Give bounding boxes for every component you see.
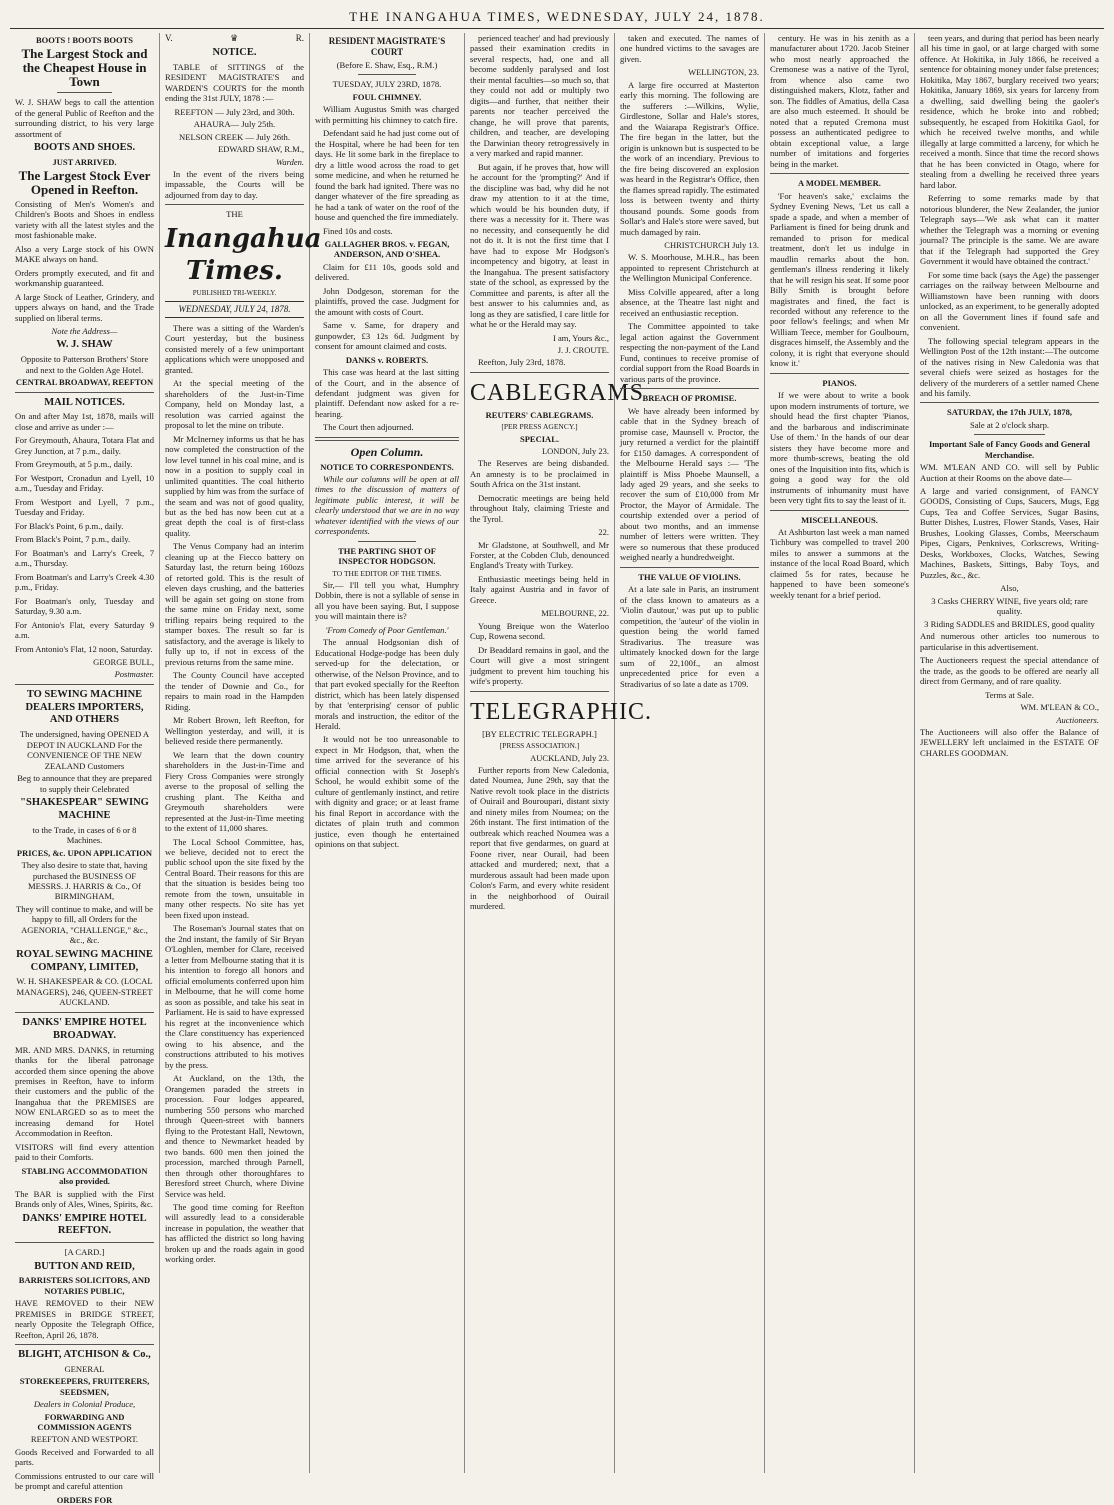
special-label: SPECIAL. (520, 433, 559, 444)
telegraphic-heading: TELEGRAPHIC. (470, 698, 652, 725)
riding-saddles: 3 Riding SADDLES and BRIDLES, good quality (924, 618, 1095, 629)
mail-row: For Black's Point, 6 p.m., daily. (15, 520, 124, 531)
crown-icon: ♛ (230, 33, 239, 43)
news-paragraph: Mr Gladstone, at Southwell, and Mr Forster, at the Cobden Club, denounced England's Treaty with Turkey. (470, 539, 609, 571)
button-reid-title: BUTTON AND REID, (34, 1260, 135, 1272)
nameplate-the: THE (226, 209, 243, 220)
orders-text: Orders promptly executed, and fit and workmanship guaranteed. (15, 267, 154, 289)
dealers-text: Dealers in Colonial Produce, (33, 1399, 136, 1410)
court-paragraph: John Dodgeson, storeman for the plaintiffs, proved the case. Judgment for the amount with costs of Court. (315, 285, 459, 317)
boots-kicker: BOOTS ! BOOTS BOOTS (35, 35, 134, 45)
auction-time: Sale at 2 o'clock sharp. (969, 419, 1050, 430)
article-paragraph: At a late sale in Paris, an instrument of the class known to amateurs as a 'Violin d'autour,' was put up to public competition, the 'auteur' of the violin in question being the world famed Stradivarius. The treasure was ultimately knocked down for the large sum of 22,100f., an almost unprecedented price for even a Stradivarius of so late a date as 1709. (620, 584, 759, 689)
editorial-paragraph: Mr Robert Brown, left Reefton, for Wellington yesterday, and will, it is believed reside there permanently. (165, 715, 304, 747)
sitting-row: REEFTON — July 23rd, and 30th. (174, 106, 295, 117)
divider (15, 392, 154, 393)
miscellaneous-heading: MISCELLANEOUS. (801, 514, 878, 525)
rivers-text: In the event of the rivers being impassable, the Courts will be adjourned from day to day. (165, 168, 304, 200)
column-5 (615, 33, 765, 1473)
news-paragraph: taken and executed. The names of one hundred victims to the savages are given. (620, 33, 759, 64)
dateline-auckland: AUCKLAND, July 23. (530, 752, 609, 763)
divider (770, 510, 909, 511)
divider (15, 1242, 154, 1243)
danks-ad (15, 1017, 154, 1238)
sewing-ad (15, 689, 154, 1008)
editorial-paragraph: We learn that the down country shareholders in the Just-in-Time and Fiery Cross Companies were strongly averse to the proposal of selling the crushing plant. The Keitha and Greymouth shareholders were represented at the Just-in-Time meeting to the extent of 11,000 shares. (165, 749, 304, 834)
divider (15, 684, 154, 685)
press-agency: [PER PRESS AGENCY.] (501, 422, 578, 432)
forwarding-title: FORWARDING AND COMMISSION AGENTS (37, 1411, 132, 1432)
divider (620, 567, 759, 568)
divider (358, 541, 416, 542)
places-text: REEFTON AND WESTPORT. (30, 1434, 139, 1445)
general-label: GENERAL (64, 1363, 105, 1374)
mail-row: For Antonio's Flat, every Saturday 9 a.m. (15, 619, 154, 641)
auction-goods: A large and varied consignment, of FANCY GOODS, Consisting of Cups, Saucers, Mugs, Egg Cups, Tea and Coffee Services, Sugar Basins, Butter Dishes, Lustres, Flower Stands, Vases, Hair Brushes, Looking Glasses, Combs, Meerschaum Pipes, Cigars, Penknives, Corkscrews, Writing-Desks, Workboxes, Clocks, Watches, Sewing Machines, Baskets, Sittings, Baby Toys, and Puzzles, &c., &c. (920, 486, 1099, 580)
column-2 (160, 33, 322, 1473)
court-paragraph: Same v. Same, for drapery and gunpowder, £3 12s 6d. Judgment by consent for amount claimed and costs. (315, 320, 459, 352)
dateline-melbourne: MELBOURNE, 22. (541, 608, 609, 619)
postmaster-title: Postmaster. (114, 669, 154, 680)
divider (770, 173, 909, 174)
note-address: Note the Address— (51, 325, 118, 336)
article-paragraph: At Ashburton last week a man named Tichbury was compelled to travel 200 miles to answer a summons at the instance of the local Road Board, which claimed 5s for rates, because he happened to have been someone's weekly tenant for a brief period. (770, 526, 909, 600)
mail-row: From Black's Point, 7 p.m., daily. (15, 534, 131, 545)
postmaster-name: GEORGE BULL, (93, 657, 154, 668)
arrived-label: JUST ARRIVED. (52, 157, 117, 168)
commissions-text: Commissions entrusted to our care will be prompt and careful attention (15, 1470, 154, 1492)
page-masthead: THE INANGAHUA TIMES, WEDNESDAY, JULY 24, 1878. (10, 6, 1104, 29)
consisting-text: Consisting of Men's Women's and Children's Boots and Shoes in endless variety with all the latest styles and the most fashionable make. (15, 198, 154, 241)
newspaper-nameplate: Inangahua Times. (165, 223, 322, 286)
editorial-paragraph: The Venus Company had an interim cleaning up at the Fiecco battery on Saturday last, the return being 160ozs of retorted gold. This is the result of eleven days crushing, and the batteries will be again set going on stone from the same mine on Friday next, some trifling repairs being required to the stamper boxes. The result so far is satisfactory, and the average is likely to fully up to, if not in excess of the previous returns from the same mine. (165, 541, 304, 667)
boots-body: W. J. SHAW begs to call the attention of the general Public of Reefton and the surrounding district, to his very large assortment of (15, 97, 154, 139)
mail-row: For Greymouth, Ahaura, Totara Flat and Grey Junction, at 7 p.m., daily. (15, 435, 154, 456)
article-paragraph: We have already been informed by cable that in the Sydney breach of promise case, Maunsell v. Proctor, the jury returned a verdict for the plaintiff for £150 damages. A correspondent of the Melbourne Herald says :— 'The plaintiff is Miss Phoebe Maunsell, a lady aged 29 years, and she seeks to recover the sum of £10,000 from Mr Proctor, the Mayor of Armidale. The courtship extended over a period of about two months, and an immense number of letters were written. They were so numerous that these produced weighed nearly a hundredweight. (620, 405, 759, 563)
sewing-heading: TO SEWING MACHINE DEALERS IMPORTERS, AND OTHERS (25, 688, 144, 726)
orders-for-label: ORDERS FOR (56, 1494, 113, 1505)
letter-title: THE PARTING SHOT OF INSPECTOR HODGSON. (338, 545, 436, 567)
storekeepers-title: STOREKEEPERS, FRUITERERS, SEEDSMEN, (19, 1376, 150, 1397)
vr-royal-cipher (165, 33, 304, 44)
court-paragraph: The Court then adjourned. (323, 422, 414, 433)
auctioneers-note: The Auctioneers request the special attendance of the trade, as the goods to be offered are nearly all direct from Germany, and of rare quality. (920, 655, 1099, 687)
violins-heading: THE VALUE OF VIOLINS. (638, 571, 741, 582)
pianos-heading: PIANOS. (822, 377, 857, 388)
stock-text: A large Stock of Leather, Grindery, and uppers always on hand, and the Trade supplied on liberal terms. (15, 291, 154, 323)
court-paragraph: Claim for £11 10s, goods sold and delivered. (315, 261, 459, 283)
column-4 (465, 33, 652, 1473)
terms-label: Terms at Sale. (985, 689, 1034, 700)
issue-dateline: WEDNESDAY, JULY 24, 1878. (165, 301, 304, 318)
also-text: Also a very Large stock of his OWN MAKE always on hand. (15, 243, 154, 265)
news-paragraph: Young Breique won the Waterloo Cup, Rowena second. (470, 620, 609, 642)
divider (165, 204, 304, 205)
sitting-row: NELSON CREEK — July 26th. (178, 131, 290, 142)
article-paragraph: Referring to some remarks made by that notorious blunderer, the New Zealander, the junior Telegraph says—'We ask what can it matter whether the Telegraph was a morning or evening journal? The principle is the same. We are aware that if the Telegraph had supported the Grey Government it would have obtained the contract.' (920, 193, 1099, 267)
shaw-signature: EDWARD SHAW, R.M., (218, 144, 304, 155)
court-paragraph: William Augustus Smith was charged with permitting his chimney to catch fire. (315, 104, 459, 125)
shaw-name: W. J. SHAW (56, 339, 113, 351)
royal-sewing-title: ROYAL SEWING MACHINE COMPANY, LIMITED, (16, 948, 153, 973)
mail-row: On and after May 1st, 1878, mails will close and arrive as under :— (15, 411, 154, 432)
column-3 (310, 33, 465, 1473)
dateline-christchurch: CHRISTCHURCH July 13. (664, 240, 759, 251)
court-heading: RESIDENT MAGISTRATE'S COURT (328, 36, 446, 57)
blight-ad (15, 1349, 154, 1505)
jewellery-text: The Auctioneers will also offer the Balance of JEWELLERY left unclaimed in the ESTATE OF CHARLES GOODMAN. (920, 726, 1099, 758)
editorial-paragraph: The Roseman's Journal states that on the 2nd instant, the family of Sir Bryan O'Loghlen, member for Clare, received a letter from Melbourne stating that it is his intention to forego all honors and official emoluments conferred upon him in Melbourne, that he will come home as soon as possible, and take his seat in Parliament. He is said to have expressed his regret at the inconvenience which the Clare constituency has experienced owing to his absence, and the constructions attributed to his motives by the press. (165, 923, 304, 1070)
letter-paragraph: The annual Hodgsonian dish of Educational Hodge-podge has been duly served-up for the delectation, or otherwise, of the Nelson Province, and to that part evoked specially for the Reefton district, which has been lately dispensed by that 'enterprising' censor of public morals and instruction, the editor of the Herald. (315, 637, 459, 731)
news-paragraph: Miss Colville appeared, after a long absence, at the Theatre last night and received an enthusiastic reception. (620, 286, 759, 318)
cablegrams-heading: CABLEGRAMS (470, 379, 645, 406)
editorial-paragraph: Mr McInerney informs us that he has now completed the construction of the low level tunnel in his coal mine, and is now in a position to supply coal in unlimited quantities. The coal hitherto supplied by him was from the surface of the seam and was not of good quality, but as the bed has now been cut at a great depth the coal is of first-class quality. (165, 433, 304, 538)
sewing-body-4: They also desire to state that, having purchased the BUSINESS OF MESSRS. J. HARRIS & Co., Of BIRMINGHAM, (21, 860, 148, 902)
danks-body: MR. AND MRS. DANKS, in returning thanks for the liberal patronage accorded them since opening the above premises in Reefton, have to inform their customers and the public of the Inangahua that the PREMISES are NOW ENLARGED so as to meet the increasing demand for Hotel Accommodation in Reefton. (15, 1044, 154, 1139)
divider (770, 373, 909, 374)
letter-paragraph: It would not be too unreasonable to expect in Mr Hodgson, that, when the time arrived for the severance of his official connection with St Joseph's School, he would exhibit some of the culture of gentlemanly instinct, and retire with dignity and grace; or at least frame his final Report in accordance with the dictates of plain truth and common justice, even though he entertained opinions on that subject. (315, 734, 459, 850)
article-paragraph: teen years, and during that period has been nearly all his time in gaol, or at large charged with some offence. At Hokitika, in July 1866, he received a sentence for obtaining money under false pretences; Hokitika, May 1867, burglary received two years; Hokitika, January 1869, six years for larceny from a dwelling, said dwelling being the gaoler's residence, which he broke into and robbed; subsequently, he escaped from Hokitika Gaol, for which he received twelve months, and while illegally at large committed a larceny, for which he received a month. Since that time the record shows that he has been convicted in Otago, where for stealing from a dwelling he received three years hard labor. (920, 33, 1099, 190)
divider (57, 92, 113, 93)
article-paragraph: 'For heaven's sake,' exclaims the Sydney Evening News, 'Let us call a spade a spade, and when a member of Parliament is fined for being drunk and remanded to prison for medical treatment, don't let us indulge in maudlin remarks about the hon. gentleman's illness rendering it likely that he will resign his seat. If some poor Billy Smith is brought before magistrates and fined, the fact is recorded without any reference to the poor fellow's feelings; and when Mr William Teece, member for Goulbourn, disgraces himself, the Assembly and the colony, it is right that everyone should know it.' (770, 190, 909, 369)
letter-paragraph: But again, if he proves that, how will he account for the 'prompting?' And if the discipline was bad, why did he not draw my attention to it at the time, which would be his bounden duty, if there was a necessity for it. There was no necessity, and consequently he did not do it. It is not the first time that I have had to expose Mr Hodgson's incompetency and bigotry, at least in the Inangahua. The present satisfactory state of the school, as expressed by the Committee and parents, is after all the best answer to his calumnies and, as long as they are satisfied, I care little for what he or the Herald may say. (470, 161, 609, 330)
court-date: TUESDAY, JULY 23RD, 1878. (332, 79, 442, 90)
vr-right: R. (295, 33, 304, 43)
sewing-body-2: Beg to announce that they are prepared to supply their Celebrated (17, 773, 152, 794)
letter-signoff: I am, Yours &c., (553, 332, 609, 343)
by-electric: [BY ELECTRIC TELEGRAPH.] (482, 728, 597, 739)
boots-ad (15, 35, 154, 388)
auction-intro: WM. M'LEAN AND CO. will sell by Public Auction at their Rooms on the above date— (920, 462, 1099, 483)
news-paragraph: The Reserves are being disbanded. An amnesty is to be proclaimed in South Africa on the 31st instant. (470, 458, 609, 490)
bar-text: The BAR is supplied with the First Brands only of Ales, Wines, Spirits, &c. (15, 1188, 154, 1210)
to-editor: TO THE EDITOR OF THE TIMES. (332, 568, 442, 578)
editorial-paragraph: The County Council have accepted the tender of Downie and Co., for repairs to main road in the Hampden Riding. (165, 670, 304, 712)
case-title: DANKS v. ROBERTS. (345, 354, 429, 365)
cherry-wine: 3 Casks CHERRY WINE, five years old; rare quality. (931, 595, 1088, 617)
article-paragraph: The following special telegram appears in the Wellington Post of the 12th instant:—The outcome of the natives rising in New Caledonia was that several chiefs were seized as hostages for the delivery of the murderers of a settler named Chene and his family. (920, 335, 1099, 398)
mail-row: For Boatman's and Larry's Creek, 7 a.m., Thursday. (15, 547, 154, 569)
dateline-london: LONDON, July 23. (541, 445, 609, 456)
auction-date: SATURDAY, the 17th JULY, 1878, (947, 407, 1072, 418)
letter-place: Reefton, July 23rd, 1878. (478, 357, 566, 368)
royal-sewing-sub: W. H. SHAKESPEAR & CO. (LOCAL MANAGERS), 246, QUEEN-STREET AUCKLAND. (16, 976, 153, 1008)
divider (470, 372, 609, 373)
notice-body: TABLE of SITTINGS of the RESIDENT MAGISTRATE'S and WARDEN'S COURTS for the month ending the 31st JULY, 1878 :— (165, 61, 304, 104)
divider (974, 434, 1046, 435)
correspondents-body: While our columns will be open at all times to the discussion of matters of legitimate public interest, it will be clearly understood that we are in no way whatever identified with the views of our correspondents. (315, 473, 459, 537)
letter-quote: 'From Comedy of Poor Gentleman.' (325, 624, 449, 635)
danks-heading: DANKS' EMPIRE HOTEL BROADWAY. (22, 1016, 147, 1041)
sitting-row: AHAURA— July 25th. (193, 119, 276, 130)
news-paragraph: Dr Beaddard remains in gaol, and the Court will give a most stringent judgment to prevent him touching his wife's property. (470, 644, 609, 687)
mclean-signature: WM. M'LEAN & CO., (1020, 702, 1099, 713)
numerous-text: And numerous other articles too numerous to particularise in this advertisement. (920, 631, 1099, 652)
editorial-paragraph: There was a sitting of the Warden's Court yesterday, but the business consisted merely of a few unimportant applications which were unopposed and granted. (165, 322, 304, 375)
mail-row: From Greymouth, at 5 p.m., daily. (15, 459, 133, 470)
mail-heading: MAIL NOTICES. (44, 396, 125, 408)
prices-label: PRICES, &c. UPON APPLICATION (16, 847, 153, 858)
boots-headline: The Largest Stock and the Cheapest House in Town (21, 46, 148, 89)
button-reid-ad (15, 1247, 154, 1340)
press-association: [PRESS ASSOCIATION.] (499, 741, 580, 751)
dateline-wellington: WELLINGTON, 23. (688, 67, 759, 78)
goods-text: Goods Received and Forwarded to all parts. (15, 1446, 154, 1468)
news-paragraph: Further reports from New Caledonia, dated Noumea, June 29th, say that the Native revolt took place in the districts of Ouirail and Bouroupari, distant sixty and ninety miles from Noumea; on the 26th instant. The first intimation of the outbreak which reached Noumea was a report that five gendarmes, on guard at Foone river, near Ourail, had been attacked and murdered; next, that a murderous assault had been made upon Colon's Farm, and every white resident in the neighborhood of Ouirail murdered. (470, 764, 609, 912)
blight-title: BLIGHT, ATCHISON & Co., (18, 1349, 151, 1361)
mail-notices (15, 397, 154, 680)
open-column-heading: Open Column. (350, 444, 424, 459)
notice-correspondents: NOTICE TO CORRESPONDENTS. (320, 461, 454, 472)
warden-title: Warden. (276, 156, 304, 167)
sewing-body-3: to the Trade, in cases of 6 or 8 Machines. (32, 824, 137, 846)
shakespear-title: "SHAKESPEAR" SEWING MACHINE (20, 797, 149, 821)
article-paragraph: For some time back (says the Age) the passenger carriages on the railway between Melbourne and Williamstown have been running with doors unlocked, as an experiment, to be generally adopted on all the Government lines if found safe and convenient. (920, 269, 1099, 333)
central-broadway: CENTRAL BROADWAY, REEFTON (15, 377, 154, 388)
barristers-title: BARRISTERS SOLICITORS, AND NOTARIES PUBLIC, (18, 1275, 151, 1296)
column-6 (765, 33, 915, 1473)
also-label: Also, (1000, 583, 1019, 594)
editorial-paragraph: At Auckland, on the 13th, the Orangemen paraded the streets in procession. Four lodges appeared, numbering 550 persons who marched through Queen-street with banners flying to the Protestant Hall, Newtown, and thence to Newmarket headed by two bands. 600 men then joined the procession, marched through Parnell, then through other thoroughfares to Beresford street Church, where Divine Service was held. (165, 1073, 304, 1199)
letter-signature: J. J. CROUTE. (557, 344, 609, 355)
vr-left: V. (165, 33, 173, 43)
editorial-paragraph: At the special meeting of the shareholders of the Just-in-Time Company, held on Monday last, a resolution was carried against the proposal to let the mine on tribute. (165, 378, 304, 431)
news-paragraph: W. S. Moorhouse, M.H.R., has been appointed to represent Christchurch at the Wellington Municipal Conference. (620, 252, 759, 284)
letter-paragraph: perienced teacher' and had previously passed their examination credits in several respects, had, one and all become suddenly paralysed and lost their mental faculties—so much so, that they could not add or multiply two digits—and further, that neither their parents nor teacher perceived the change, he will prove that parents, children, and teacher, are developing the Darwinian theory retrogressively in a very marked and rapid manner. (470, 33, 609, 159)
reuters-heading: REUTERS' CABLEGRAMS. (485, 410, 594, 421)
column-1 (10, 33, 160, 1505)
letter-paragraph: Sir,— I'll tell you what, Humphry Dobbin, there is not a syllable of sense in all you have been saying. But, I suppose you will maintain there is? (315, 579, 459, 622)
card-label: [A CARD.] (64, 1247, 105, 1258)
visitors-text: VISITORS will find every attention paid to their Comforts. (15, 1141, 154, 1163)
divider (15, 1344, 154, 1345)
published-label: PUBLISHED TRI-WEEKLY. (192, 289, 277, 298)
news-paragraph: Enthusiastic meetings being held in Italy against Austria and in favor of Greece. (470, 573, 609, 605)
case-title: FOUL CHIMNEY. (352, 91, 422, 102)
danks-heading-2: DANKS' EMPIRE HOTEL REEFTON. (22, 1212, 147, 1237)
model-member-heading: A MODEL MEMBER. (798, 178, 881, 189)
mail-row: For Westport, Cronadun and Lyell, 10 a.m., Tuesday and Friday. (15, 472, 154, 494)
mail-row: For Boatman's only, Tuesday and Saturday, 9.30 a.m. (15, 595, 154, 617)
mail-row: From Antonio's Flat, 12 noon, Saturday. (15, 643, 153, 654)
court-paragraph: Fined 10s and costs. (323, 225, 393, 236)
sewing-body-1: The undersigned, having OPENED A DEPOT IN AUCKLAND For the CONVENIENCE OF THE NEW ZEALAND Customers (19, 729, 150, 771)
column-7 (915, 33, 1104, 1473)
largest-stock-headline: The Largest Stock Ever Opened in Reefton. (18, 168, 151, 198)
divider (920, 402, 1099, 403)
news-paragraph: A large fire occurred at Masterton early this morning. The following are the sufferers :—Wilkins, Wylie, Girdlestone, Sollar and Hale's stores, and the Waiarapa Registrar's Office. The fire began in the latter, but the origin is unknown but is suspected to be the work of an incendiary. Previous to the fire being discovered an explosion was heard in the Registrar's Office, then the flames spread rapidly. The estimated loss is between twenty and thirty thousand pounds. Some goods from Sollar's and Hale's store were saved, but much damaged by rain. (620, 79, 759, 237)
news-paragraph: The Committee appointed to take legal action against the Government respecting the non-payment of the Land Fund, continues to receive promise of cordial support from the Road Boards in various parts of the province. (620, 321, 759, 384)
court-paragraph: Defendant said he had just come out of the Hospital, where he had been for ten days. He lit some bark in the fireplace to dry a little wood across the road to get some medicine, and when he returned he found the bark had ignited. There was no danger whatever of the fire spreading as he had a tank of water on the roof of the house and quenched the fire immediately. (315, 128, 459, 223)
removed-text: HAVE REMOVED to their NEW PREMISES in BRIDGE STREET, nearly Opposite the Telegraph Office, Reefton, April 26, 1878. (15, 1298, 154, 1340)
article-paragraph: century. He was in his zenith as a manufacturer about 1720. Jacob Steiner who most nearly approached the Cremonese was a native of the Tyrol, from whence also came two distinguished makers, Klotz, father and son. The fiddles of Amatius, della Casa are also much esteemed. It should be noted that a reputed Cremona must possess an authenticated pedigree to obtain exceptional value, a large number of imitations and forgeries being in the market. (770, 33, 909, 169)
sewing-body-5: They will continue to make, and will be happy to fill, all Orders for the AGENORIA, "CHALLENGE," &c., &c., &c. (16, 903, 153, 946)
divider (358, 74, 416, 75)
columns (10, 33, 1104, 1505)
case-title: GALLAGHER BROS. v. FEGAN, ANDERSON, AND O'SHEA. (324, 239, 450, 260)
mail-row: From Boatman's and Larry's Creek 4.30 p.m., Friday. (15, 571, 154, 593)
auction-ad (920, 407, 1099, 758)
mail-row: From Westport and Lyell, 7 p.m., Tuesday and Friday. (15, 496, 154, 518)
opposite-text: Opposite to Patterson Brothers' Store and next to the Golden Age Hotel. (20, 354, 149, 375)
dateline-22: 22. (598, 527, 609, 538)
news-paragraph: Democratic meetings are being held throughout Italy, claiming Trieste and the Tyrol. (470, 492, 609, 524)
notice-heading: NOTICE. (212, 46, 257, 58)
divider (470, 691, 609, 692)
divider (315, 437, 459, 441)
auction-title: Important Sale of Fancy Goods and General Merchandise. (928, 439, 1091, 460)
stabling-text: STABLING ACCOMMODATION also provided. (21, 1165, 148, 1187)
breach-heading: BREACH OF PROMISE. (642, 393, 737, 404)
article-paragraph: If we were about to write a book upon modern instruments of torture, we should head the first chapter 'Pianos, and the barbarous and indiscriminate Use of them.' In the hands of our dear sisters they have become more and more thumb-screws, beating the old ones of the Inquisition into fits, which is going a good way for the old instruments of inhumanity must have been very tight fits to say the least of it. (770, 390, 909, 506)
editorial-paragraph: The Local School Committee, has, we believe, decided not to erect the public school upon the site fixed by the Central Board. Their reasons for this are that the situation is besides being too remote from the town, unsuitable in many other respects. No site has yet been fixed upon instead. (165, 836, 304, 920)
auctioneers-title: Auctioneers. (1056, 714, 1099, 725)
court-before: (Before E. Shaw, Esq., R.M.) (336, 59, 438, 70)
divider (15, 1012, 154, 1013)
editorial-paragraph: The good time coming for Reefton will assuredly lead to a considerable increase in population, the weather that has afflicted the district so long having broken up and the roads again in good working order. (165, 1201, 304, 1265)
divider (620, 388, 759, 389)
court-paragraph: This case was heard at the last sitting of the Court, and in the absence of defendant judgment was given for plaintiff. Defendant now asked for a re-hearing. (315, 367, 459, 419)
boots-title: BOOTS AND SHOES. (33, 142, 136, 154)
